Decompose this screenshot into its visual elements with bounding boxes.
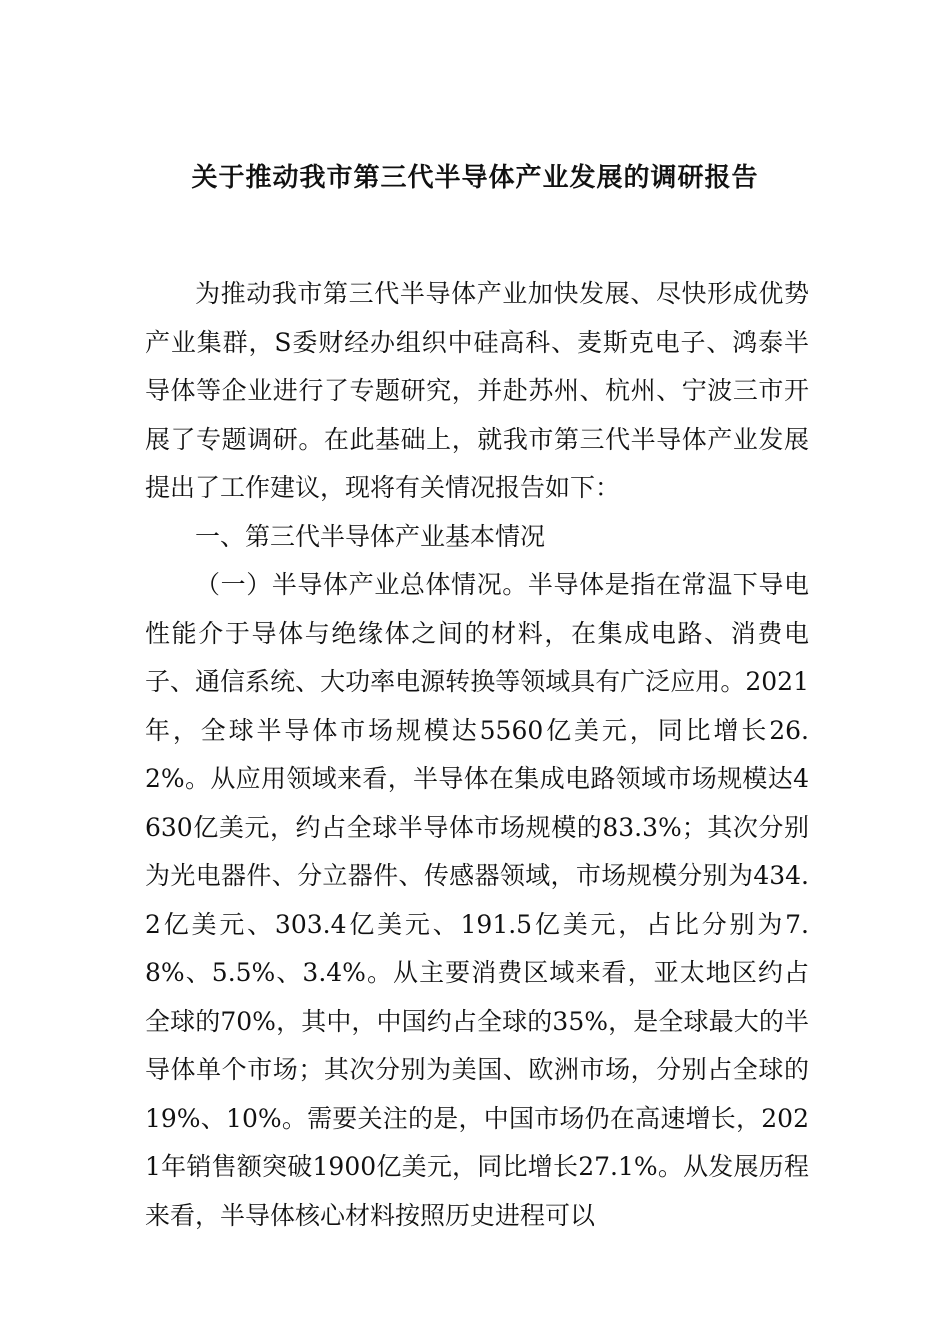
document-title: 关于推动我市第三代半导体产业发展的调研报告 <box>191 163 759 193</box>
subsection-paragraph: （一）半导体产业总体情况。半导体是指在常温下导电性能介于导体与绝缘体之间的材料，在集成电路、消费电子、通信系统、大功率电源转换等领域具有广泛应用。2021年，全球半导体市场规模达5560亿美元，同比增长26.2%。从应用领域来看，半导体在集成电路领域市场规模达4630亿美元，约占全球半导体市场规模的83.3%；其次分别为光电器件、分立器件、传感器领域，市场规模分别为434.2亿美元、303.4亿美元、191.5亿美元，占比分别为7.8%、5.5%、3.4%。从主要消费区域来看，亚太地区约占全球的70%，其中，中国约占全球的35%，是全球最大的半导体单个市场；其次分别为美国、欧洲市场，分别占全球的19%、10%。需要关注的是，中国市场仍在高速增长，2021年销售额突破1900亿美元，同比增长27.1%。从发展历程来看，半导体核心材料按照历史进程可以 <box>145 570 809 1230</box>
document-body <box>145 270 809 1240</box>
intro-paragraph: 为推动我市第三代半导体产业加快发展、尽快形成优势产业集群，S委财经办组织中硅高科、麦斯克电子、鸿泰半导体等企业进行了专题研究，并赴苏州、杭州、宁波三市开展了专题调研。在此基础上，就我市第三代半导体产业发展提出了工作建议，现将有关情况报告如下： <box>145 279 809 502</box>
section-heading: 一、第三代半导体产业基本情况 <box>195 521 546 551</box>
